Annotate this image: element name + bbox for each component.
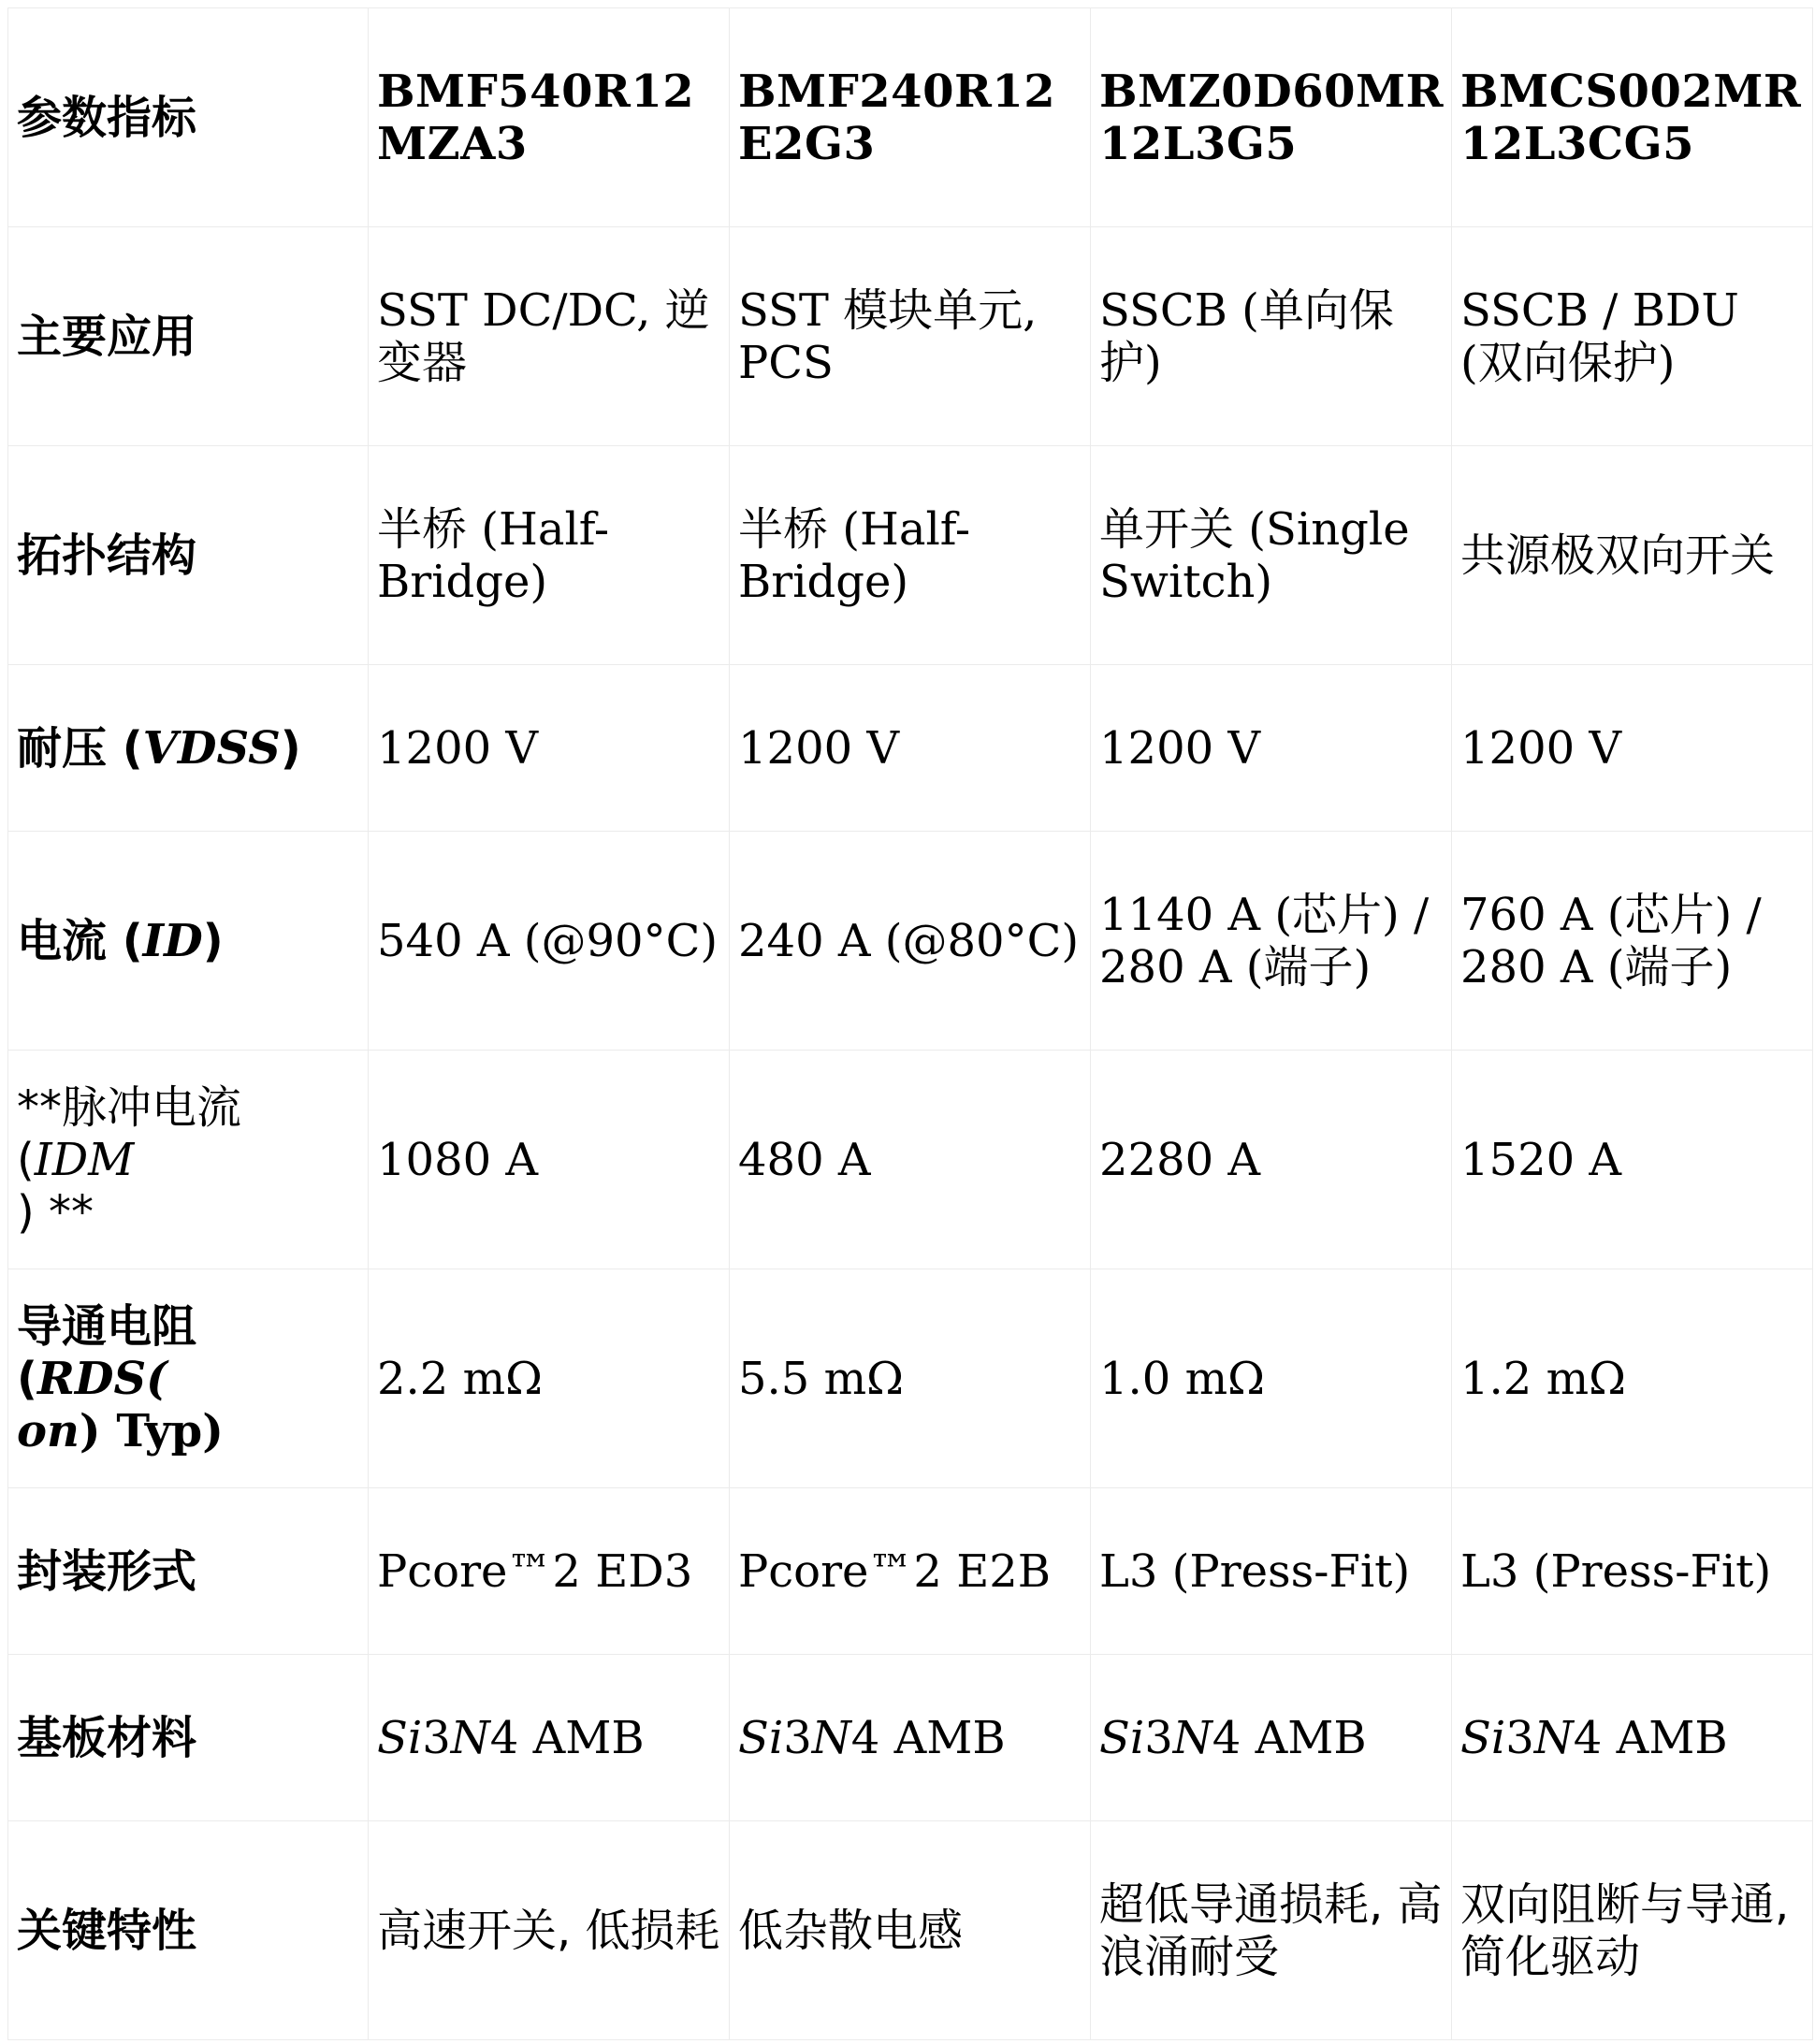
label-variable: VDSS [142,721,281,775]
table-cell: 1200 V [1090,665,1451,832]
voltage-row [8,665,1813,832]
model-header-cell [1451,8,1812,227]
formula-var: Si [1098,1711,1145,1764]
formula-rest: AMB [1241,1711,1367,1764]
formula-num: 4 [489,1711,519,1764]
package-row [8,1488,1813,1655]
table-cell: 540 A (@90°C) [368,832,729,1051]
row-label: 封装形式 [8,1488,369,1655]
table-cell: 高速开关, 低损耗 [368,1821,729,2040]
model-header-cell [1090,8,1451,227]
model-name-line1: BMZ0D60MR [1098,65,1445,118]
model-header-cell [368,8,729,227]
label-suffix: ) [202,914,224,967]
formula-var: N [1533,1711,1574,1764]
table-cell: 1200 V [1451,665,1812,832]
spec-comparison-table [7,7,1813,2040]
table-cell: 半桥 (Half-Bridge) [368,446,729,665]
row-label [8,1051,369,1269]
header-label-cell [8,8,369,227]
header-label: 参数指标 [17,91,197,144]
row-label: 关键特性 [8,1821,369,2040]
formula-var: Si [737,1711,784,1764]
model-name-line1: BMF540R12 [376,65,695,118]
table-cell: Pcore™2 E2B [729,1488,1090,1655]
model-header-cell [729,8,1090,227]
formula-var: N [450,1711,490,1764]
model-name-line1: BMCS002MR [1459,65,1802,118]
table-cell [368,1655,729,1821]
model-name-line2: 12L3G5 [1098,117,1298,170]
table-cell: SST DC/DC, 逆变器 [368,227,729,446]
table-cell [729,1655,1090,1821]
label-suffix: ) Typ) [79,1404,224,1457]
formula-num: 4 [1212,1711,1241,1764]
table-cell: 1200 V [368,665,729,832]
model-name-line2: 12L3CG5 [1459,117,1695,170]
table-cell: 1.2 mΩ [1451,1269,1812,1488]
header-row [8,8,1813,227]
formula-rest: AMB [518,1711,645,1764]
label-variable: RDS( [36,1352,167,1405]
application-row [8,227,1813,446]
formula-num: 4 [850,1711,880,1764]
row-label: 主要应用 [8,227,369,446]
row-label [8,832,369,1051]
label-variable: ID [142,914,203,967]
table-cell: 1140 A (芯片) / 280 A (端子) [1090,832,1451,1051]
table-cell: 480 A [729,1051,1090,1269]
table-cell: 2280 A [1090,1051,1451,1269]
table-cell [1451,1655,1812,1821]
table-cell: 1.0 mΩ [1090,1269,1451,1488]
rds-on-row [8,1269,1813,1488]
table-cell: SSCB (单向保护) [1090,227,1451,446]
current-row [8,832,1813,1051]
table-cell: 760 A (芯片) / 280 A (端子) [1451,832,1812,1051]
formula-var: Si [1459,1711,1506,1764]
formula-num: 3 [1144,1711,1173,1764]
table-cell: 低杂散电感 [729,1821,1090,2040]
table-cell: L3 (Press-Fit) [1090,1488,1451,1655]
row-label [8,665,369,832]
formula-num: 4 [1573,1711,1603,1764]
label-prefix: **脉冲电流 ( [17,1080,242,1186]
label-prefix: 导通电阻 ( [17,1299,197,1405]
formula-num: 3 [783,1711,812,1764]
table-cell: SST 模块单元, PCS [729,227,1090,446]
label-prefix: 电流 ( [17,914,143,967]
formula-num: 3 [1505,1711,1534,1764]
formula-var: N [1172,1711,1212,1764]
model-name-line2: MZA3 [376,117,528,170]
table-cell: 1200 V [729,665,1090,832]
table-cell: 超低导通损耗, 高浪涌耐受 [1090,1821,1451,2040]
formula-rest: AMB [1602,1711,1728,1764]
table-cell: SSCB / BDU (双向保护) [1451,227,1812,446]
model-name-line1: BMF240R12 [737,65,1056,118]
label-suffix: ) [280,721,301,775]
table-cell: 2.2 mΩ [368,1269,729,1488]
table-cell: 共源极双向开关 [1451,446,1812,665]
table-cell: L3 (Press-Fit) [1451,1488,1812,1655]
model-name-line2: E2G3 [737,117,876,170]
table-cell: 1080 A [368,1051,729,1269]
row-label [8,1269,369,1488]
table-cell: 1520 A [1451,1051,1812,1269]
table-cell: Pcore™2 ED3 [368,1488,729,1655]
row-label: 基板材料 [8,1655,369,1821]
formula-num: 3 [422,1711,451,1764]
features-row [8,1821,1813,2040]
label-suffix: ) ** [17,1185,94,1239]
topology-row [8,446,1813,665]
table-cell: 5.5 mΩ [729,1269,1090,1488]
formula-rest: AMB [879,1711,1006,1764]
table-cell [1090,1655,1451,1821]
table-cell: 单开关 (Single Switch) [1090,446,1451,665]
label-variable: on [17,1404,80,1457]
formula-var: N [811,1711,851,1764]
table-cell: 半桥 (Half-Bridge) [729,446,1090,665]
formula-var: Si [376,1711,423,1764]
table-cell: 240 A (@80°C) [729,832,1090,1051]
table-cell: 双向阻断与导通, 简化驱动 [1451,1821,1812,2040]
label-variable: IDM [34,1133,135,1186]
pulse-current-row [8,1051,1813,1269]
substrate-row [8,1655,1813,1821]
row-label: 拓扑结构 [8,446,369,665]
label-prefix: 耐压 ( [17,721,143,775]
